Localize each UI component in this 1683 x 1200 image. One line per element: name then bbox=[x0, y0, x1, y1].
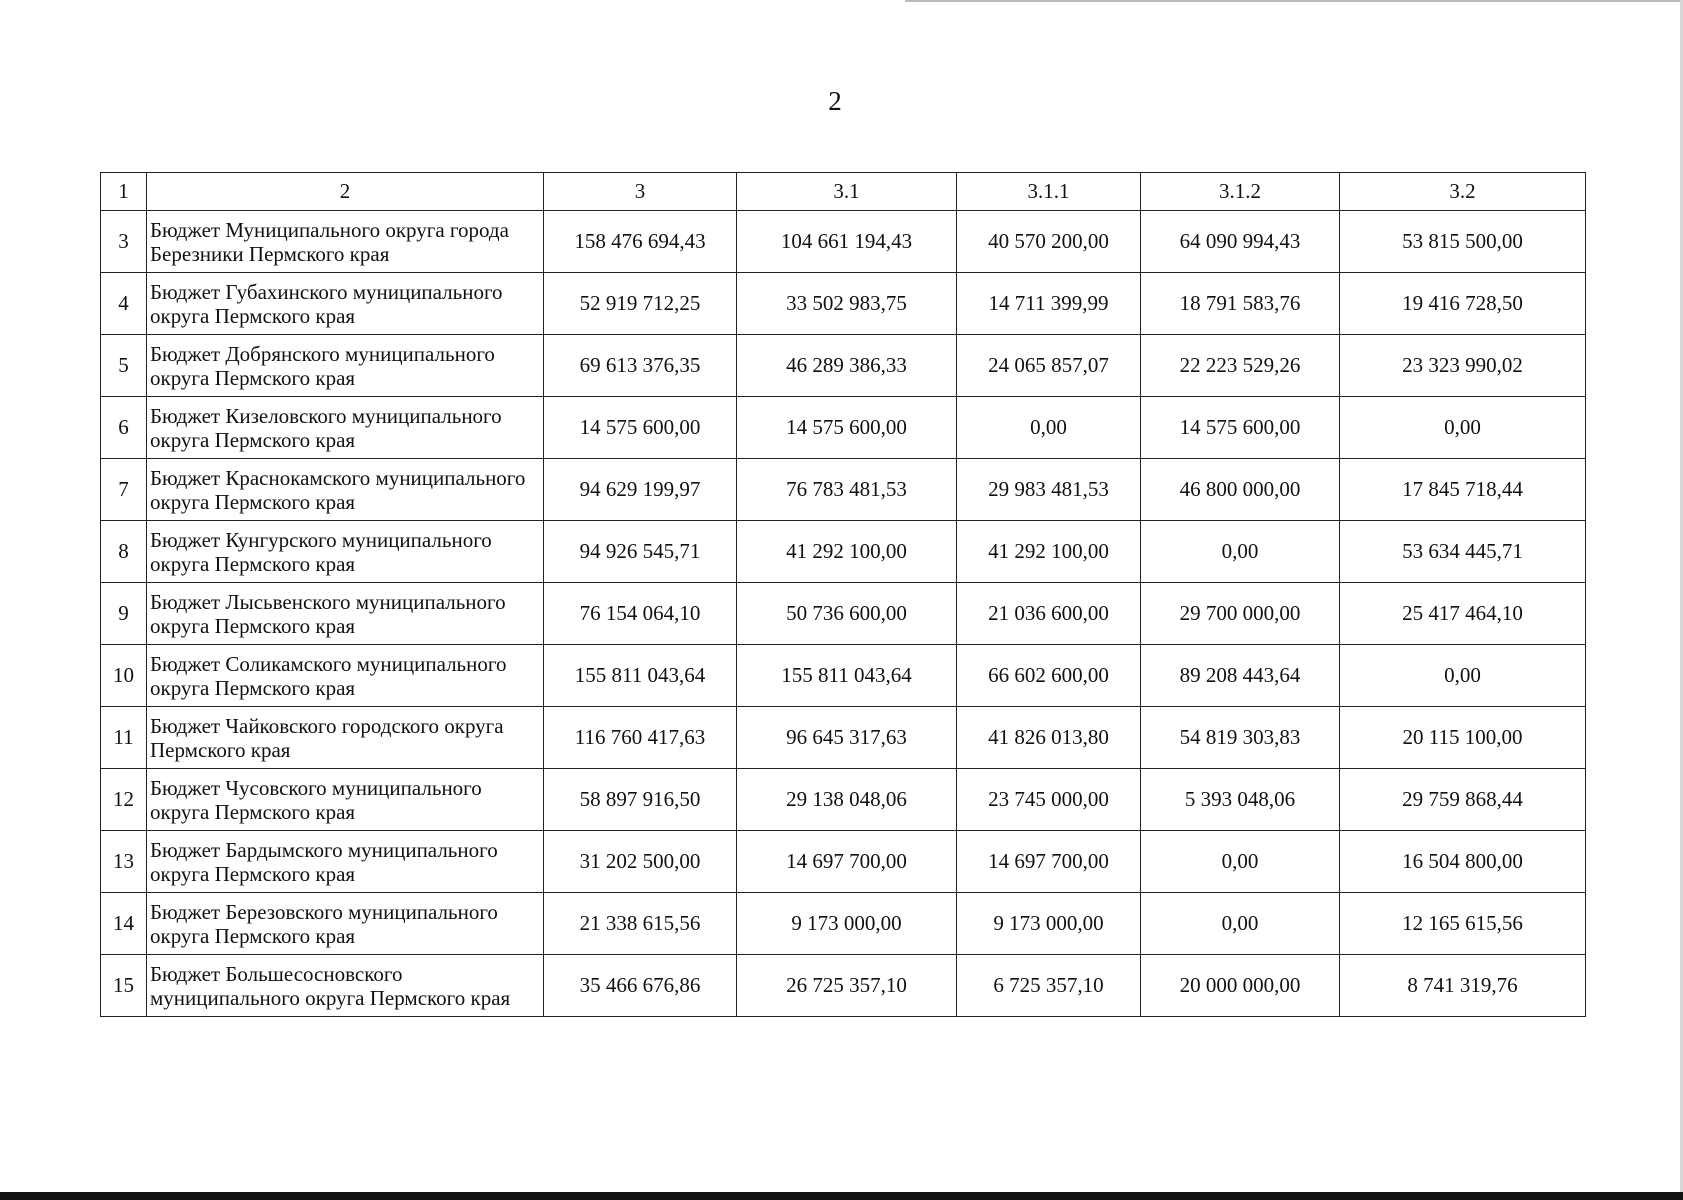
amount-cell-3-1-2: 0,00 bbox=[1141, 893, 1340, 955]
row-number-cell: 10 bbox=[101, 645, 147, 707]
amount-cell-3: 31 202 500,00 bbox=[544, 831, 737, 893]
table-row bbox=[101, 831, 1586, 893]
amount-cell-3-1-2: 5 393 048,06 bbox=[1141, 769, 1340, 831]
table-row bbox=[101, 645, 1586, 707]
amount-cell-3-2: 23 323 990,02 bbox=[1340, 335, 1586, 397]
amount-cell-3-1: 50 736 600,00 bbox=[737, 583, 957, 645]
amount-cell-3-2: 29 759 868,44 bbox=[1340, 769, 1586, 831]
amount-cell-3: 94 629 199,97 bbox=[544, 459, 737, 521]
amount-cell-3-1-1: 66 602 600,00 bbox=[957, 645, 1141, 707]
amount-cell-3-2: 25 417 464,10 bbox=[1340, 583, 1586, 645]
amount-cell-3-2: 8 741 319,76 bbox=[1340, 955, 1586, 1017]
amount-cell-3-2: 12 165 615,56 bbox=[1340, 893, 1586, 955]
amount-cell-3-1: 96 645 317,63 bbox=[737, 707, 957, 769]
amount-cell-3-1-1: 40 570 200,00 bbox=[957, 211, 1141, 273]
page-number: 2 bbox=[828, 86, 842, 116]
amount-cell-3-1: 41 292 100,00 bbox=[737, 521, 957, 583]
budget-table-container bbox=[100, 172, 1586, 1017]
table-row bbox=[101, 335, 1586, 397]
amount-cell-3: 94 926 545,71 bbox=[544, 521, 737, 583]
amount-cell-3-1-1: 0,00 bbox=[957, 397, 1141, 459]
amount-cell-3-2: 53 815 500,00 bbox=[1340, 211, 1586, 273]
header-cell: 3.1 bbox=[737, 173, 957, 211]
budget-name-cell: Бюджет Березовского муниципального округа Пермского края bbox=[147, 893, 544, 955]
amount-cell-3: 52 919 712,25 bbox=[544, 273, 737, 335]
amount-cell-3-2: 0,00 bbox=[1340, 645, 1586, 707]
amount-cell-3-1-2: 22 223 529,26 bbox=[1141, 335, 1340, 397]
amount-cell-3-1: 155 811 043,64 bbox=[737, 645, 957, 707]
amount-cell-3-1-1: 14 711 399,99 bbox=[957, 273, 1141, 335]
amount-cell-3-1-2: 0,00 bbox=[1141, 831, 1340, 893]
amount-cell-3-2: 17 845 718,44 bbox=[1340, 459, 1586, 521]
amount-cell-3-2: 16 504 800,00 bbox=[1340, 831, 1586, 893]
budget-table bbox=[100, 172, 1586, 1017]
budget-name-cell: Бюджет Соликамского муниципального округа Пермского края bbox=[147, 645, 544, 707]
table-row bbox=[101, 583, 1586, 645]
amount-cell-3-1-1: 6 725 357,10 bbox=[957, 955, 1141, 1017]
header-cell: 3.1.1 bbox=[957, 173, 1141, 211]
amount-cell-3-2: 19 416 728,50 bbox=[1340, 273, 1586, 335]
amount-cell-3: 14 575 600,00 bbox=[544, 397, 737, 459]
amount-cell-3: 69 613 376,35 bbox=[544, 335, 737, 397]
budget-name-cell: Бюджет Чусовского муниципального округа Пермского края bbox=[147, 769, 544, 831]
amount-cell-3-1-2: 0,00 bbox=[1141, 521, 1340, 583]
scan-bottom-border bbox=[0, 1192, 1683, 1200]
amount-cell-3-1-1: 9 173 000,00 bbox=[957, 893, 1141, 955]
amount-cell-3-1-1: 14 697 700,00 bbox=[957, 831, 1141, 893]
row-number-cell: 14 bbox=[101, 893, 147, 955]
table-row bbox=[101, 211, 1586, 273]
budget-name-cell: Бюджет Губахинского муниципального округа Пермского края bbox=[147, 273, 544, 335]
amount-cell-3-1: 33 502 983,75 bbox=[737, 273, 957, 335]
budget-name-cell: Бюджет Муниципального округа города Березники Пермского края bbox=[147, 211, 544, 273]
budget-name-cell: Бюджет Добрянского муниципального округа Пермского края bbox=[147, 335, 544, 397]
amount-cell-3-1-1: 23 745 000,00 bbox=[957, 769, 1141, 831]
amount-cell-3: 116 760 417,63 bbox=[544, 707, 737, 769]
header-cell: 3.2 bbox=[1340, 173, 1586, 211]
row-number-cell: 7 bbox=[101, 459, 147, 521]
amount-cell-3-2: 0,00 bbox=[1340, 397, 1586, 459]
budget-name-cell: Бюджет Краснокамского муниципального округа Пермского края bbox=[147, 459, 544, 521]
table-row bbox=[101, 955, 1586, 1017]
amount-cell-3-1-2: 54 819 303,83 bbox=[1141, 707, 1340, 769]
table-row bbox=[101, 397, 1586, 459]
amount-cell-3-2: 53 634 445,71 bbox=[1340, 521, 1586, 583]
header-cell: 2 bbox=[147, 173, 544, 211]
table-row bbox=[101, 769, 1586, 831]
table-row bbox=[101, 459, 1586, 521]
amount-cell-3-1: 29 138 048,06 bbox=[737, 769, 957, 831]
amount-cell-3-1: 104 661 194,43 bbox=[737, 211, 957, 273]
header-cell: 3.1.2 bbox=[1141, 173, 1340, 211]
row-number-cell: 6 bbox=[101, 397, 147, 459]
budget-name-cell: Бюджет Лысьвенского муниципального округа Пермского края bbox=[147, 583, 544, 645]
budget-name-cell: Бюджет Кизеловского муниципального округа Пермского края bbox=[147, 397, 544, 459]
table-row bbox=[101, 521, 1586, 583]
budget-name-cell: Бюджет Кунгурского муниципального округа Пермского края bbox=[147, 521, 544, 583]
budget-name-cell: Бюджет Бардымского муниципального округа Пермского края bbox=[147, 831, 544, 893]
amount-cell-3-1: 76 783 481,53 bbox=[737, 459, 957, 521]
row-number-cell: 13 bbox=[101, 831, 147, 893]
amount-cell-3-1-1: 41 826 013,80 bbox=[957, 707, 1141, 769]
amount-cell-3-1-2: 46 800 000,00 bbox=[1141, 459, 1340, 521]
amount-cell-3-1: 14 697 700,00 bbox=[737, 831, 957, 893]
row-number-cell: 4 bbox=[101, 273, 147, 335]
amount-cell-3: 158 476 694,43 bbox=[544, 211, 737, 273]
budget-name-cell: Бюджет Большесосновского муниципального округа Пермского края bbox=[147, 955, 544, 1017]
row-number-cell: 12 bbox=[101, 769, 147, 831]
amount-cell-3-2: 20 115 100,00 bbox=[1340, 707, 1586, 769]
header-cell: 1 bbox=[101, 173, 147, 211]
amount-cell-3: 21 338 615,56 bbox=[544, 893, 737, 955]
header-cell: 3 bbox=[544, 173, 737, 211]
row-number-cell: 5 bbox=[101, 335, 147, 397]
amount-cell-3-1-2: 29 700 000,00 bbox=[1141, 583, 1340, 645]
amount-cell-3-1-1: 41 292 100,00 bbox=[957, 521, 1141, 583]
amount-cell-3-1-2: 14 575 600,00 bbox=[1141, 397, 1340, 459]
amount-cell-3-1: 46 289 386,33 bbox=[737, 335, 957, 397]
table-row bbox=[101, 893, 1586, 955]
amount-cell-3-1: 9 173 000,00 bbox=[737, 893, 957, 955]
amount-cell-3-1-2: 89 208 443,64 bbox=[1141, 645, 1340, 707]
amount-cell-3: 76 154 064,10 bbox=[544, 583, 737, 645]
amount-cell-3-1-1: 29 983 481,53 bbox=[957, 459, 1141, 521]
amount-cell-3: 35 466 676,86 bbox=[544, 955, 737, 1017]
amount-cell-3-1: 26 725 357,10 bbox=[737, 955, 957, 1017]
amount-cell-3: 155 811 043,64 bbox=[544, 645, 737, 707]
table-row bbox=[101, 707, 1586, 769]
amount-cell-3: 58 897 916,50 bbox=[544, 769, 737, 831]
amount-cell-3-1: 14 575 600,00 bbox=[737, 397, 957, 459]
budget-name-cell: Бюджет Чайковского городского округа Пермского края bbox=[147, 707, 544, 769]
row-number-cell: 15 bbox=[101, 955, 147, 1017]
row-number-cell: 11 bbox=[101, 707, 147, 769]
row-number-cell: 3 bbox=[101, 211, 147, 273]
row-number-cell: 8 bbox=[101, 521, 147, 583]
amount-cell-3-1-2: 64 090 994,43 bbox=[1141, 211, 1340, 273]
scan-top-edge-line bbox=[905, 0, 1683, 2]
amount-cell-3-1-1: 21 036 600,00 bbox=[957, 583, 1141, 645]
table-row bbox=[101, 273, 1586, 335]
table-header-row bbox=[101, 173, 1586, 211]
row-number-cell: 9 bbox=[101, 583, 147, 645]
amount-cell-3-1-1: 24 065 857,07 bbox=[957, 335, 1141, 397]
amount-cell-3-1-2: 20 000 000,00 bbox=[1141, 955, 1340, 1017]
amount-cell-3-1-2: 18 791 583,76 bbox=[1141, 273, 1340, 335]
